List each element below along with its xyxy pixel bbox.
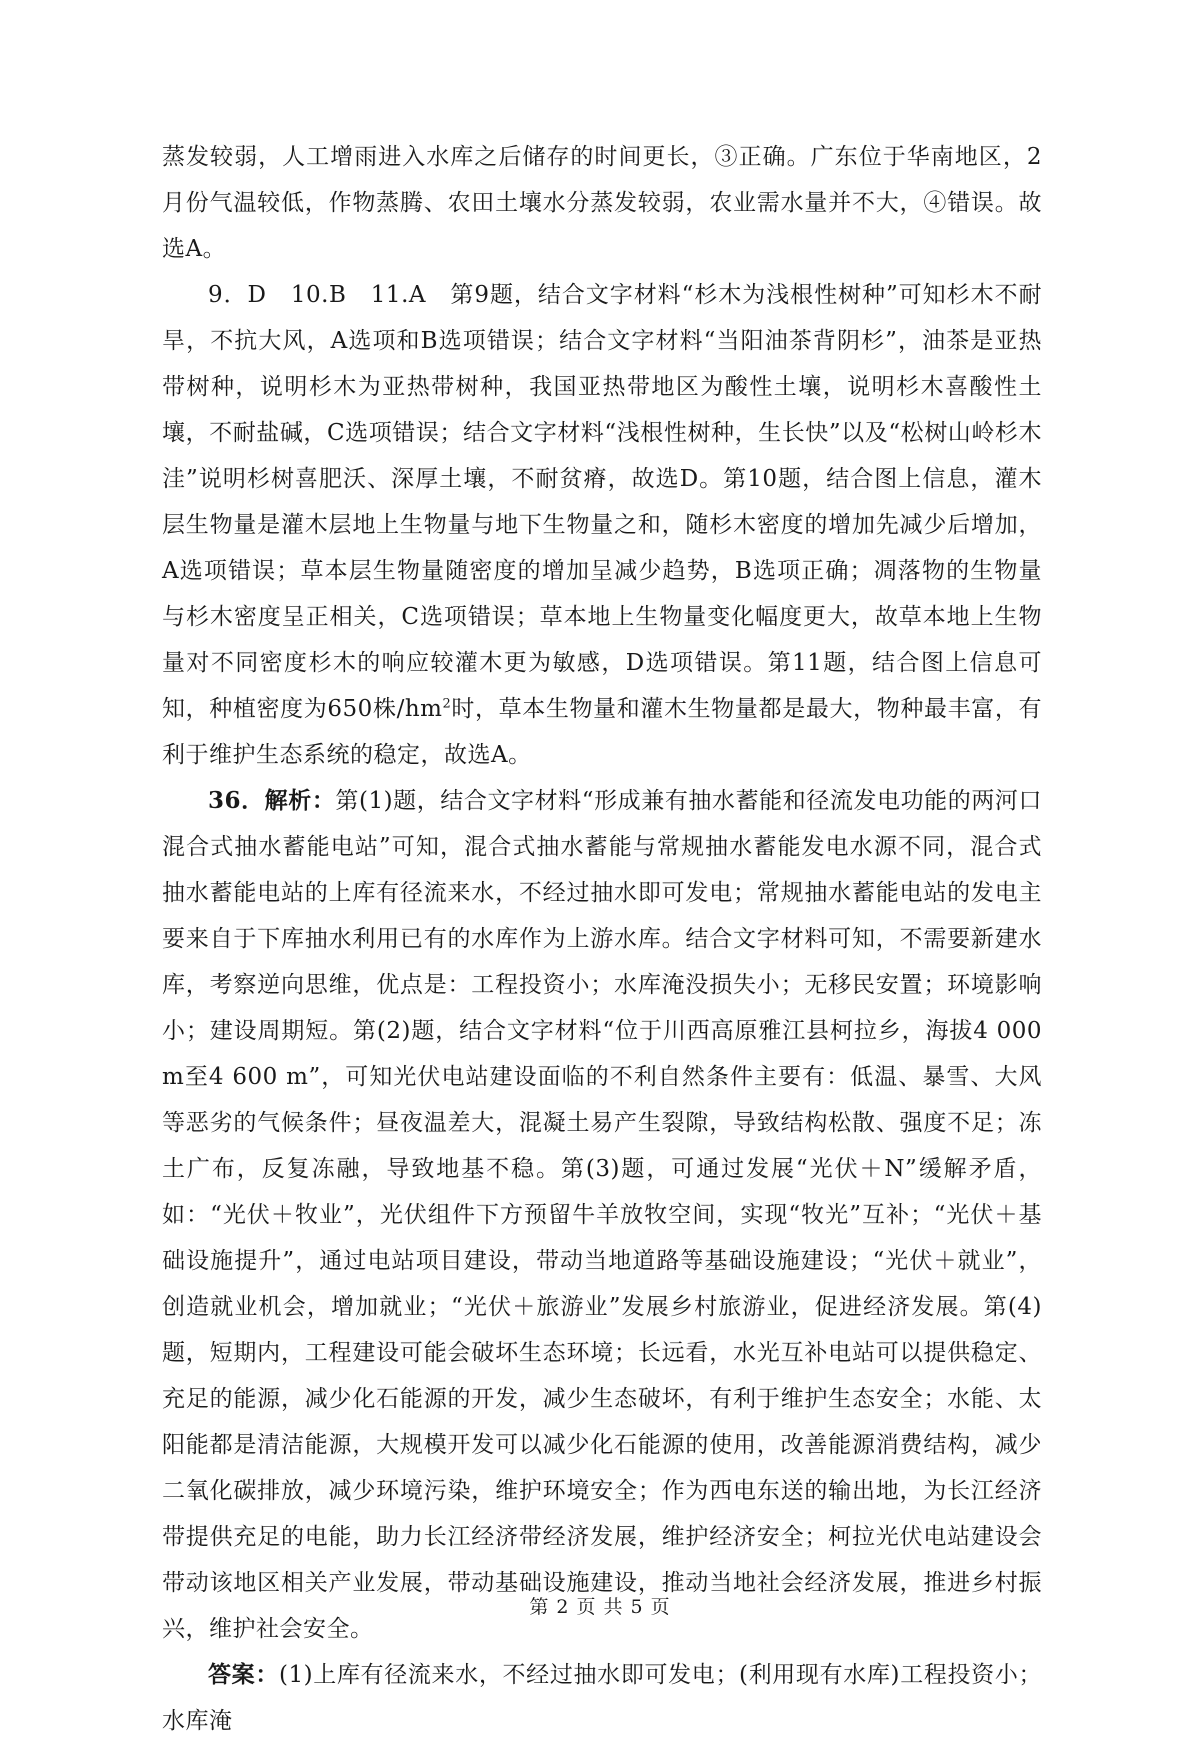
answer-label: 答案： bbox=[208, 1661, 279, 1688]
superscript: 2 bbox=[442, 696, 452, 712]
analysis-label: 36．解析： bbox=[208, 787, 336, 814]
paragraph-text: 9．D 10.B 11.A 第9题，结合文字材料“杉木为浅根性树种”可知杉木不耐旱，不抗大风，A选项和B选项错误；结合文字材料“当阳油茶背阴杉”，油茶是亚热带树种，说明杉木为亚热带树种，我国亚热带地区为酸性土壤，说明杉木喜酸性土壤，不耐盐碱，C选项错误；结合文字材料“浅根性树种，生长快”以及“松树山岭杉木洼”说明杉树喜肥沃、深厚土壤，不耐贫瘠，故选D。第10题，结合图上信息，灌木层生物量是灌木层地上生物量与地下生物量之和，随杉木密度的增加先减少后增加，A选项错误；草本层生物量随密度的增加呈减少趋势，B选项正确；凋落物的生物量与杉木密度呈正相关，C选项错误；草本地上生物量变化幅度更大，故草本地上生物量对不同密度杉木的响应较灌木更为敏感，D选项错误。第11题，结合图上信息可知，种植密度为650株/hm bbox=[162, 282, 1042, 722]
page-number: 第 2 页 共 5 页 bbox=[529, 1596, 671, 1618]
paragraph-continuation bbox=[162, 134, 1042, 272]
paragraph-text: 蒸发较弱，人工增雨进入水库之后储存的时间更长，③正确。广东位于华南地区，2月份气温较低，作物蒸腾、农田土壤水分蒸发较弱，农业需水量并不大，④错误。故选A。 bbox=[162, 144, 1042, 262]
paragraph-text: 第(1)题，结合文字材料“形成兼有抽水蓄能和径流发电功能的两河口混合式抽水蓄能电站”可知，混合式抽水蓄能与常规抽水蓄能发电水源不同，混合式抽水蓄能电站的上库有径流来水，不经过抽水即可发电；常规抽水蓄能电站的发电主要来自于下库抽水利用已有的水库作为上游水库。结合文字材料可知，不需要新建水库，考察逆向思维，优点是：工程投资小；水库淹没损失小；无移民安置；环境影响小；建设周期短。第(2)题，结合文字材料“位于川西高原雅江县柯拉乡，海拔4 000 m至4 600 m”，可知光伏电站建设面临的不利自然条件主要有：低温、暴雪、大风等恶劣的气候条件；昼夜温差大，混凝土易产生裂隙，导致结构松散、强度不足；冻土广布，反复冻融，导致地基不稳。第(3)题，可通过发展“光伏＋N”缓解矛盾，如：“光伏＋牧业”，光伏组件下方预留牛羊放牧空间，实现“牧光”互补；“光伏＋基础设施提升”，通过电站项目建设，带动当地道路等基础设施建设；“光伏＋就业”，创造就业机会，增加就业；“光伏＋旅游业”发展乡村旅游业，促进经济发展。第(4)题，短期内，工程建设可能会破坏生态环境；长远看，水光互补电站可以提供稳定、充足的能源，减少化石能源的开发，减少生态破坏，有利于维护生态安全；水能、太阳能都是清洁能源，大规模开发可以减少化石能源的使用，改善能源消费结构，减少二氧化碳排放，减少环境污染，维护环境安全；作为西电东送的输出地，为长江经济带提供充足的电能，助力长江经济带经济发展，维护经济安全；柯拉光伏电站建设会带动该地区相关产业发展，带动基础设施建设，推动当地社会经济发展，推进乡村振兴，维护社会安全。 bbox=[162, 788, 1042, 1642]
document-body bbox=[162, 134, 1042, 1744]
paragraph-text: (1)上库有径流来水，不经过抽水即可发电；(利用现有水库)工程投资小；水库淹 bbox=[162, 1662, 1042, 1734]
paragraph-answer bbox=[162, 1652, 1042, 1744]
paragraph-answers-9-11 bbox=[162, 272, 1042, 778]
paragraph-text-tail: 时，草本生物量和灌木生物量都是最大，物种最丰富，有利于维护生态系统的稳定，故选A。 bbox=[162, 696, 1042, 768]
paragraph-analysis-36 bbox=[162, 778, 1042, 1652]
